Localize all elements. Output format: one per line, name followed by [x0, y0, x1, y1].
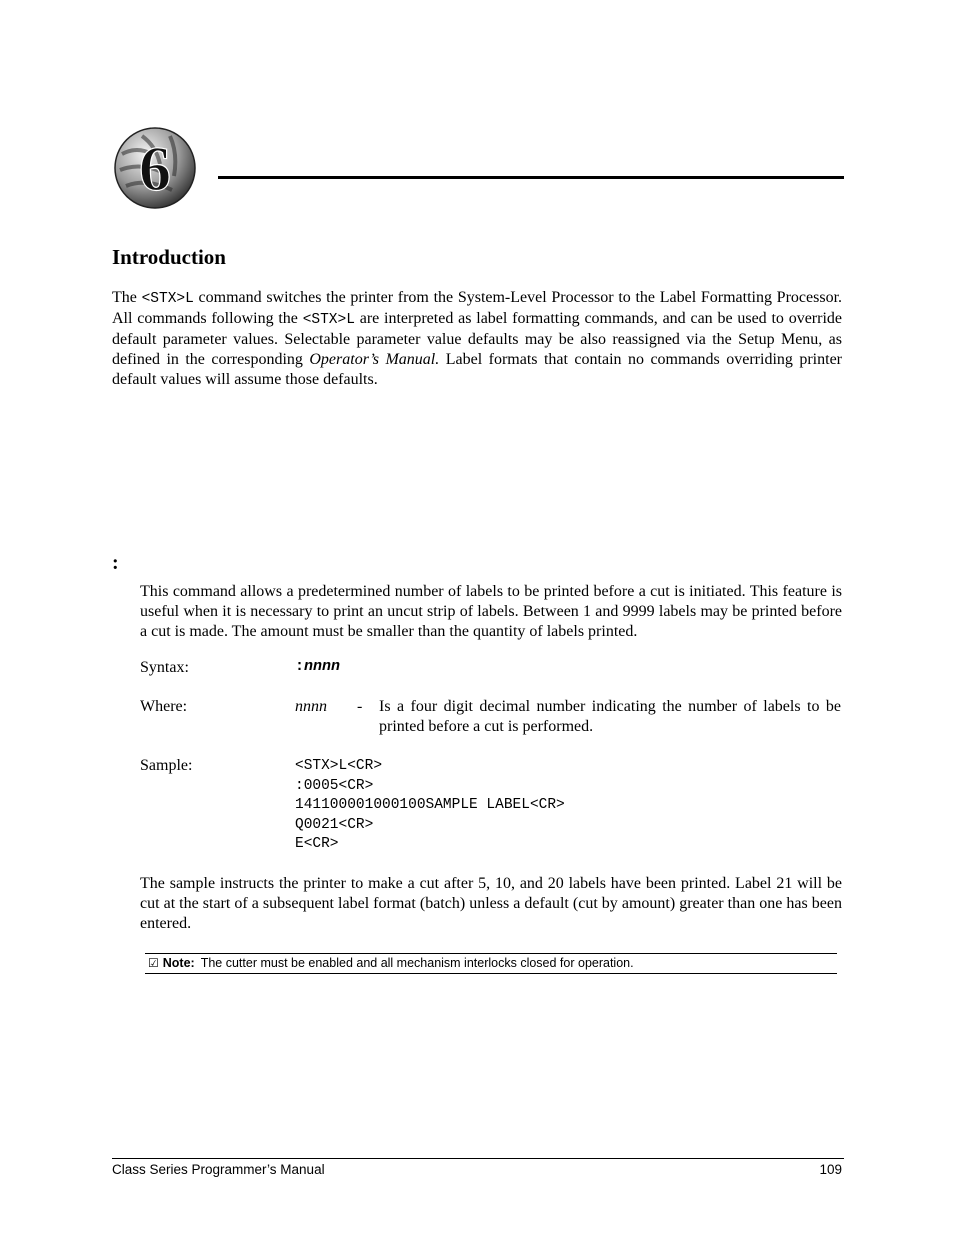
chapter-number-badge-icon: [112, 124, 198, 210]
command-heading: :: [112, 552, 119, 574]
sample-label: Sample:: [140, 757, 193, 774]
syntax-value: :nnnn: [295, 658, 341, 675]
note-label: Note:: [162, 956, 195, 970]
stx-l-code: <STX>L: [141, 291, 194, 307]
operators-manual-ref: Operator’s Manual.: [309, 351, 440, 368]
section-title: Introduction: [112, 245, 226, 269]
chapter-number: 6: [139, 133, 171, 204]
sample-explanation: The sample instructs the printer to make a cut after 5, 10, and 20 labels have been printed. Label 21 will be cut at the start of a subsequent label format (batch) unless a default (cut by amount) greater than one has been entered.: [140, 875, 842, 932]
footer-title: Class Series Programmer’s Manual: [112, 1162, 325, 1177]
page-number: 109: [819, 1162, 842, 1177]
syntax-label: Syntax:: [140, 659, 189, 676]
sample-line: E<CR>: [295, 836, 339, 852]
footer-rule: [112, 1158, 844, 1159]
note-box: [145, 953, 837, 974]
where-term: nnnn: [295, 698, 327, 715]
sample-line: :0005<CR>: [295, 777, 374, 794]
sample-line: 141100001000100SAMPLE LABEL<CR>: [295, 797, 565, 813]
sample-code: [295, 757, 565, 855]
sample-line: Q0021<CR>: [295, 816, 374, 833]
where-dash: -: [357, 698, 363, 715]
intro-paragraph: The <STX>L command switches the printer from the System-Level Processor to the Label Formatting Processor. All commands following the <STX>L are interpreted as label formatting commands, and can be used to override default parameter values. Selectable parameter value defaults may be also reassigned via the Setup Menu, as defined in the corresponding Operator’s Manual. Label formats that contain no commands overriding printer default values will assume those defaults.: [112, 289, 843, 388]
stx-l-code: <STX>L: [302, 312, 355, 328]
sample-line: <STX>L<CR>: [295, 758, 383, 774]
command-description: This command allows a predetermined number of labels to be printed before a cut is initiated. This feature is useful when it is necessary to print an uncut strip of labels. Between 1 and 9999 labels may be printed before a cut is made. The amount must be smaller than the quantity of labels printed.: [140, 583, 842, 640]
checkbox-icon: ☑: [148, 956, 159, 970]
where-description: Is a four digit decimal number indicating the number of labels to be printed before a cut is performed.: [379, 698, 841, 735]
note-text: The cutter must be enabled and all mechanism interlocks closed for operation.: [200, 956, 634, 970]
where-label: Where:: [140, 698, 188, 715]
chapter-rule: [218, 176, 844, 179]
